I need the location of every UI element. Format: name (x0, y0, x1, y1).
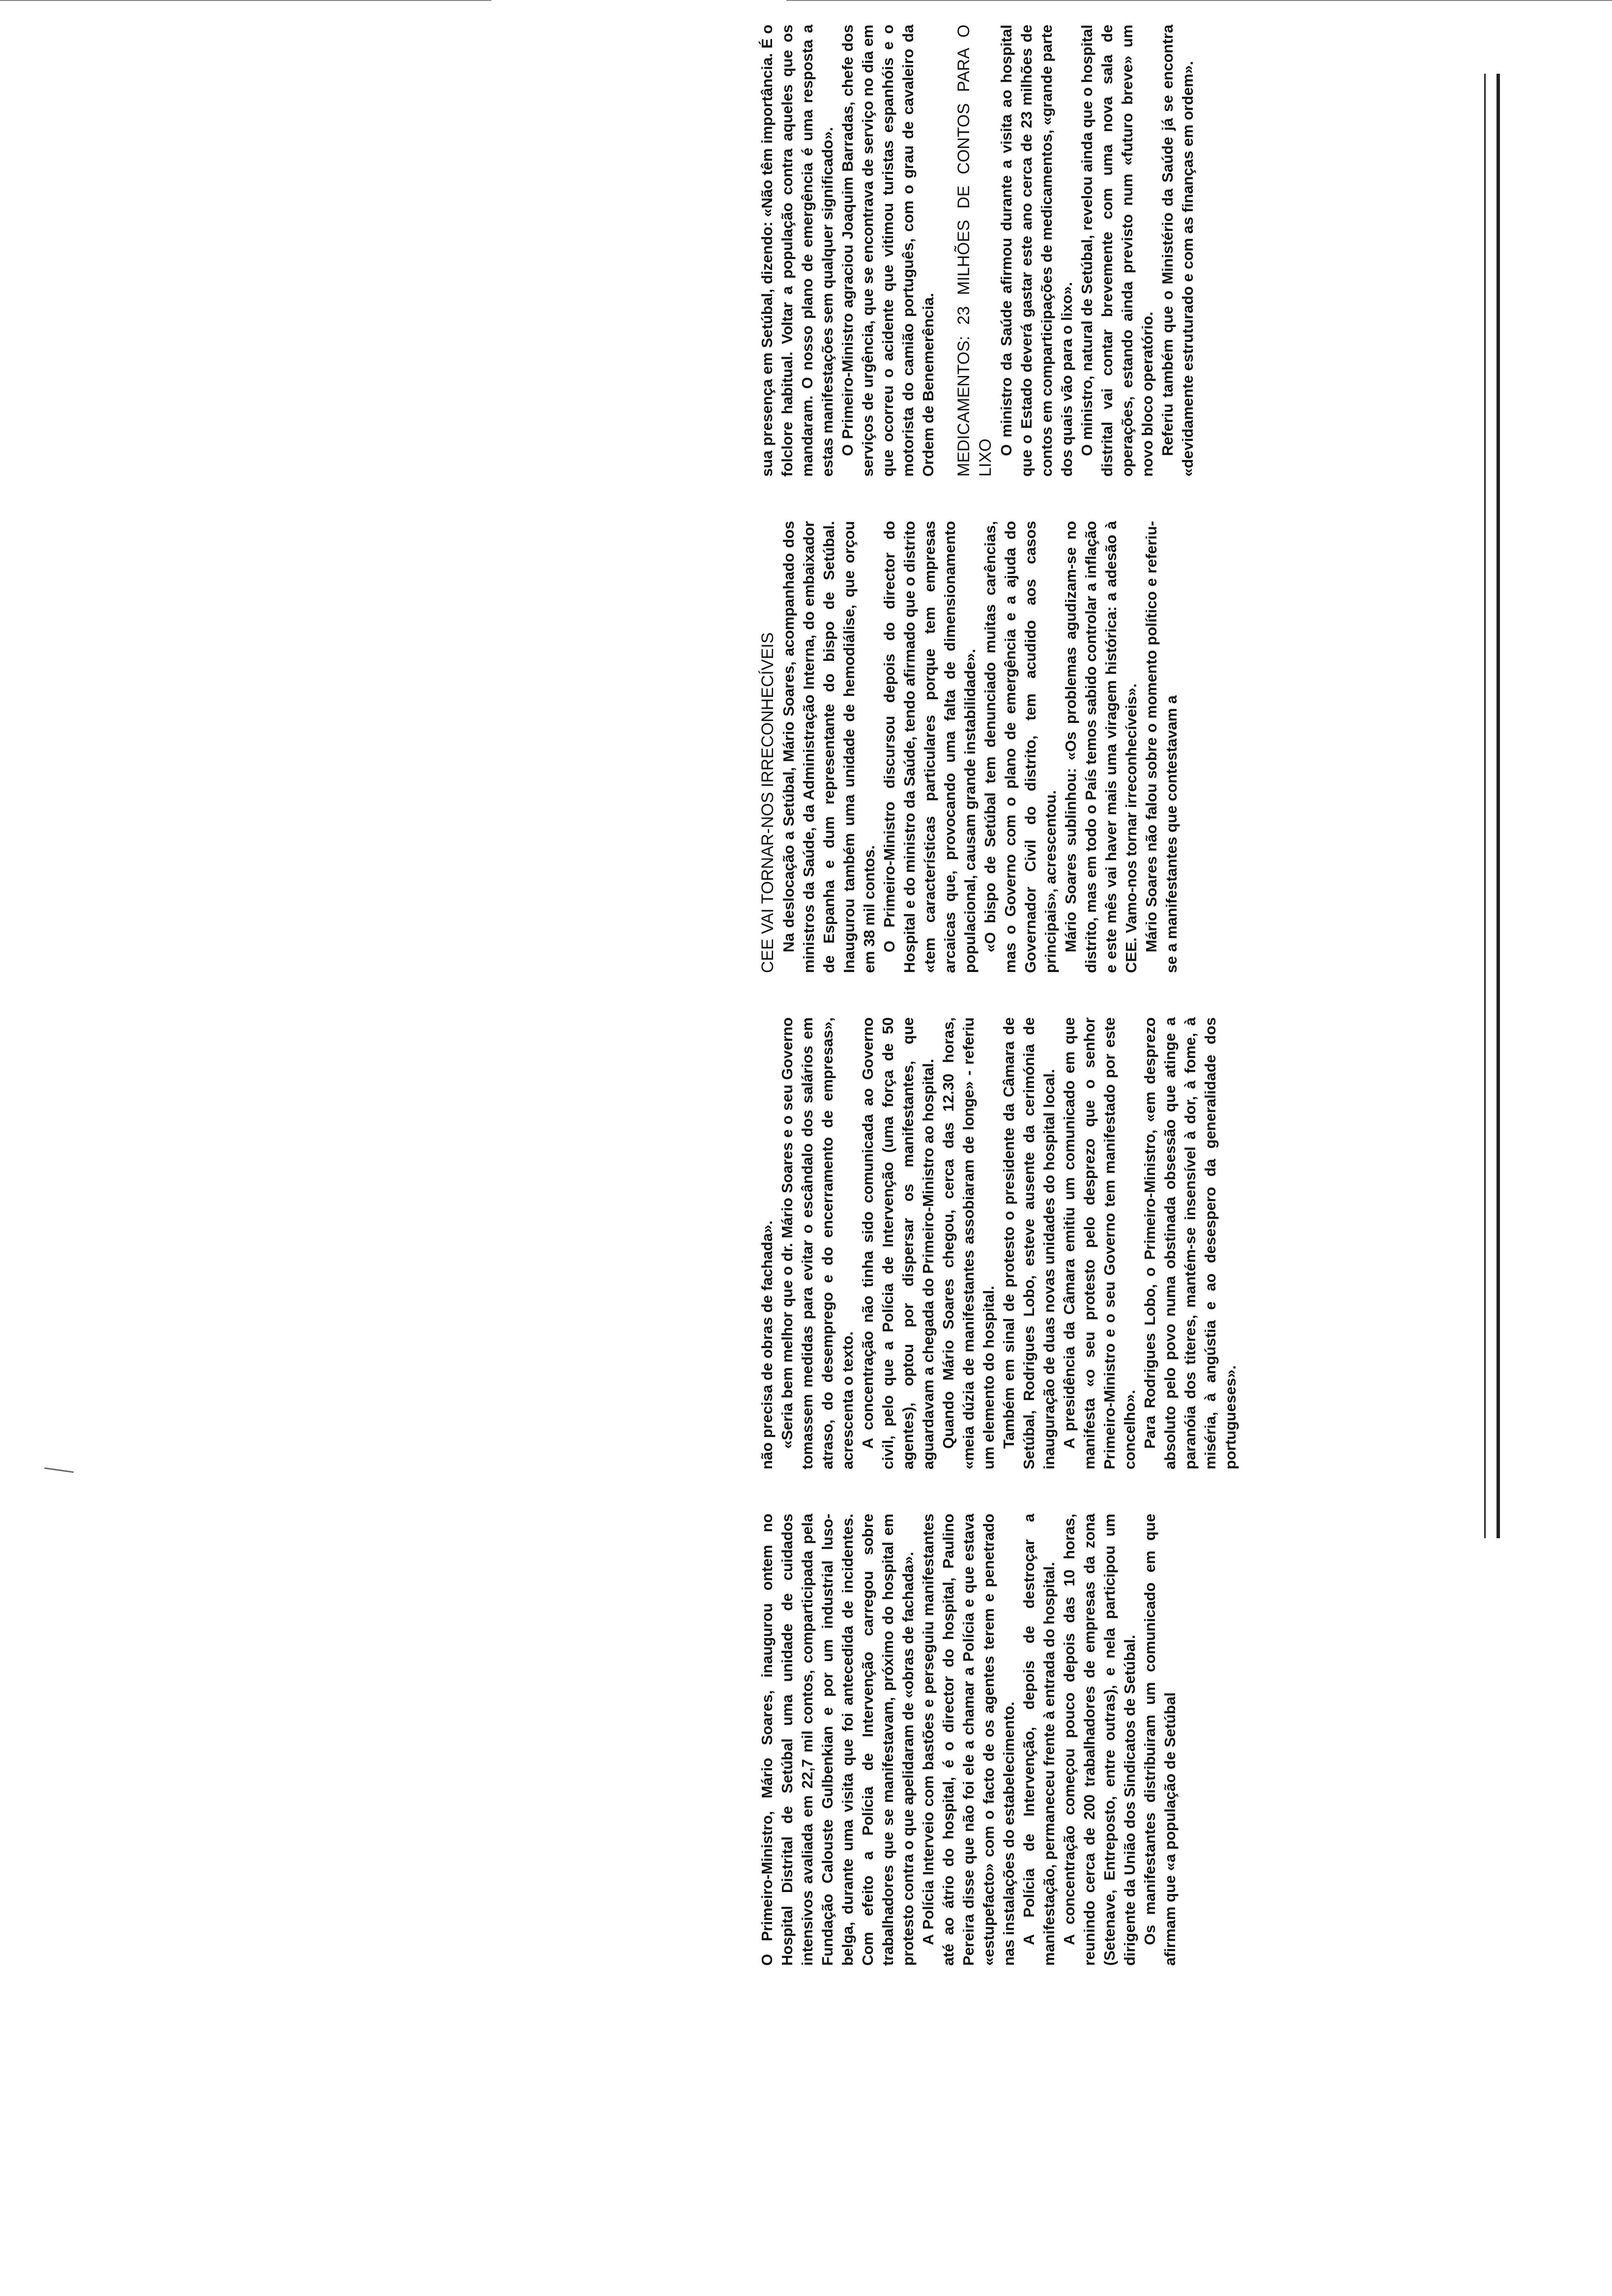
paragraph: A Polícia de Intervenção, depois de destroçar a manifestação, permaneceu frente à entrada do hospital. (1020, 1514, 1058, 1966)
top-edge-line-2 (786, 0, 1612, 1)
paragraph: Na deslocação a Setúbal, Mário Soares, acompanhado dos ministros da Saúde, da Administração Interna, do embaixador de Espanha e dum representante do bispo de Setúbal. Inaugurou também uma unidade de hemodiálise, que orçou em 38 mil contos. (780, 521, 878, 973)
paragraph: O Primeiro-Ministro agraciou Joaquim Barradas, chefe dos serviços de urgência, que se encontrava de serviço no dia em que ocorreu o acidente que vitimou turistas espanhóis e o motorista do camião português, com o grau de cavaleiro da Ordem de Benemerência. (839, 25, 937, 477)
article-column-4 (757, 25, 1198, 477)
scan-mark (44, 1467, 74, 1473)
section-subheading: MEDICAMENTOS: 23 MILHÕES DE CONTOS PARA O LIXO (954, 25, 995, 477)
top-edge-line (0, 0, 491, 1)
paragraph: A concentração começou pouco depois das 10 horas, reunindo cerca de 200 trabalhadores de empresas da zona (Setenave, Entreposto, entre outras), e nela participou um dirigente da União dos Sindicatos de Setúbal. (1061, 1514, 1138, 1966)
paragraph: Mário Soares sublinhou: «Os problemas agudizam-se no distrito, mas em todo o País temos sabido controlar a inflação e este mês vai haver mais uma viragem histórica: a adesão à CEE. Vamo-nos tornar irreconhecíveis». (1062, 521, 1140, 973)
paragraph: O Primeiro-Ministro, Mário Soares, inaugurou ontem no Hospital Distrital de Setúbal uma unidade de cuidados intensivos avaliada em 22,7 mil contos, comparticipada pela Fundação Calouste Gulbenkian e por um industrial luso-belga, durante uma visita que foi antecedida de incidentes. Com efeito a Polícia de Intervenção carregou sobre trabalhadores que se manifestavam, próximo do hospital em protesto contra o que apelidaram de «obras de fachada». (758, 1514, 917, 1966)
newspaper-clipping (757, 10, 1484, 1966)
paragraph: A Polícia Interveio com bastões e perseguiu manifestantes até ao átrio do hospital, é o director do hospital, Paulino Pereira disse que não foi ele a chamar a Polícia e que estava «estupefacto» com o facto de os agentes terem e penetrado nas instalações do estabelecimento. (920, 1514, 1017, 1966)
article-column-1 (757, 1514, 1180, 1966)
paragraph: Quando Mário Soares chegou, cerca das 12.30 horas, «meia dúzia de manifestantes assobiaram de longe» - referiu um elemento do hospital. (940, 1017, 997, 1469)
paragraph: «Seria bem melhor que o dr. Mário Soares e o seu Governo tomassem medidas para evitar o escândalo dos salários em atraso, do desemprego e do encerramento de empresas», acrescenta o texto. (778, 1017, 856, 1469)
paragraph: O ministro da Saúde afirmou durante a visita ao hospital que o Estado deverá gastar este ano cerca de 23 milhões de contos em comparticipações de medicamentos, «grande parte dos quais vão para o lixo». (998, 25, 1075, 477)
paragraph: Os manifestantes distribuiram um comunicado em que afirmam que «a população de Setúbal (1141, 1514, 1179, 1966)
paragraph: Mário Soares não falou sobre o momento político e referiu-se a manifestantes que contestavam a (1143, 521, 1180, 973)
paragraph: Também em sinal de protesto o presidente da Câmara de Setúbal, Rodrigues Lobo, esteve ausente da cerimónia de inauguração de duas novas unidades do hospital local. (1000, 1017, 1058, 1469)
paragraph: Referiu também que o Ministério da Saúde já se encontra «devidamente estruturado e com as finanças em ordem». (1159, 25, 1196, 477)
margin-rule-outer (1497, 74, 1500, 1538)
paragraph: A concentração não tinha sido comunicada ao Governo civil, pelo que a Polícia de Intervenção (uma força de 50 agentes), optou por dispersar os manifestantes, que aguardavam a chegada do Primeiro-Ministro ao hospital. (859, 1017, 937, 1469)
paragraph: Para Rodrigues Lobo, o Primeiro-Ministro, «em desprezo absoluto pelo povo numa obstinada obsessão que atinge a paranóia dos titeres, mantém-se insensível à dor, à fome, à miséria, à angústia e ao desespero da generalidade dos portugueses». (1141, 1017, 1239, 1469)
paragraph: «O bispo de Setúbal tem denunciado muitas carências, mas o Governo com o plano de emergência e a ajuda do Governador Civil do distrito, tem acudido aos casos principais», acrescentou. (981, 521, 1059, 973)
article-column-3 (757, 521, 1181, 973)
paragraph: A presidência da Câmara emitiu um comunicado em que manifesta «o seu protesto pelo desprezo que o senhor Primeiro-Ministro e o seu Governo tem manifestado por este concelho». (1061, 1017, 1138, 1469)
paragraph: sua presença em Setúbal, dizendo: «Não têm importância. É o folclore habitual. Voltar a população contra aqueles que os mandaram. O nosso plano de emergência é uma resposta a estas manifestações sem qualquer significado». (758, 25, 836, 477)
paragraph: O ministro, natural de Setúbal, revelou ainda que o hospital distrital vai contar brevemente com uma nova sala de operações, estando ainda previsto num «futuro breve» um novo bloco operatório. (1078, 25, 1156, 477)
margin-rule-inner (1484, 74, 1486, 1538)
article-column-2 (757, 1017, 1240, 1469)
section-heading: CEE VAI TORNAR-NOS IRRECONHECÍVEIS (758, 632, 777, 973)
paragraph: O Primeiro-Ministro discursou depois do director do Hospital e do ministro da Saúde, tendo afirmado que o distrito «tem características particulares porque tem empresas arcaicas que, provocando uma falta de dimensionamento populacional, causam grande instabilidade». (881, 521, 979, 973)
paragraph: não precisa de obras de fachada». (758, 1220, 776, 1469)
